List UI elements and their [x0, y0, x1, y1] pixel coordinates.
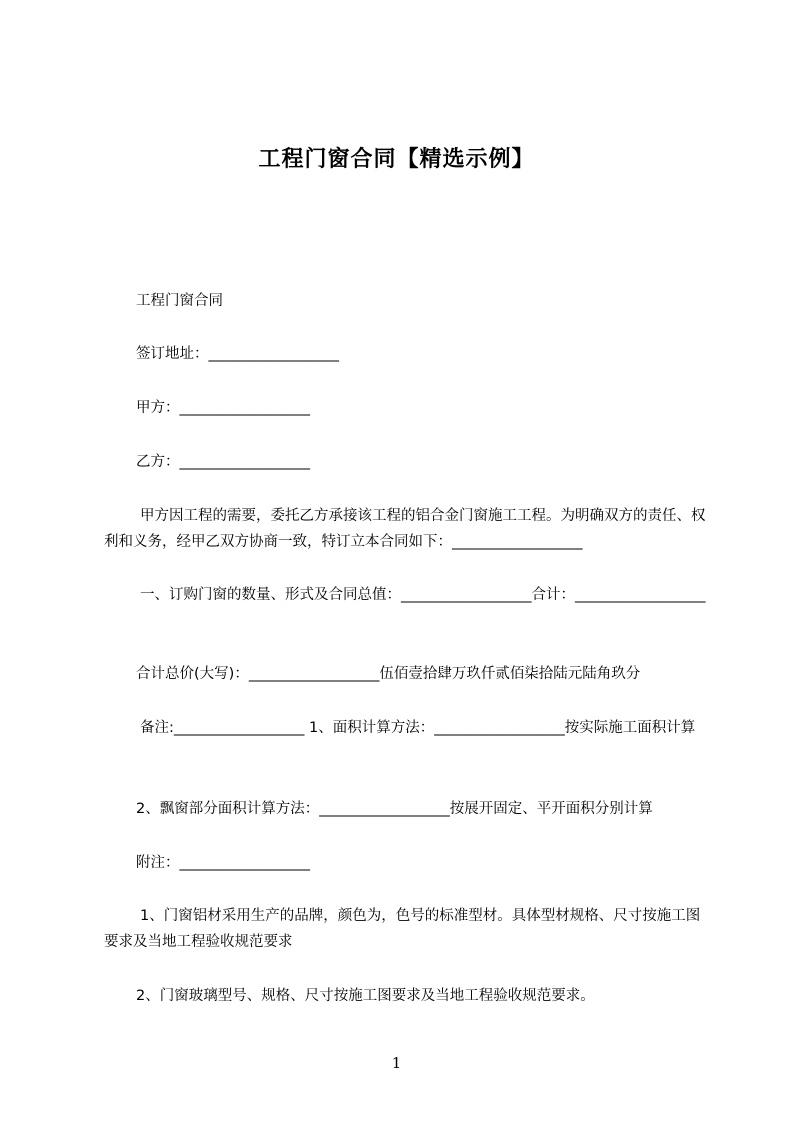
page-number: 1 [391, 1054, 402, 1072]
clause-one-quantity-value: 一、订购门窗的数量、形式及合同总值：__________________合计：__________________ [140, 587, 706, 603]
contract-heading: 工程门窗合同 [136, 293, 223, 309]
remarks-area-calculation: 备注:__________________ 1、面积计算方法：__________________按实际施工面积计算 [140, 720, 696, 736]
document-title: 工程门窗合同【精选示例】 [258, 147, 535, 172]
signing-address-line: 签订地址：__________________ [136, 346, 339, 362]
appendix-item-glass: 2、门窗玻璃型号、规格、尺寸按施工图要求及当地工程验收规范要求。 [136, 988, 595, 1004]
intro-paragraph: 甲方因工程的需要，委托乙方承接该工程的铝合金门窗施工工程。为明确双方的责任、权利和义务，经甲乙双方协商一致，特订立本合同如下：__________________ [104, 508, 706, 550]
total-price-uppercase: 合计总价(大写)：__________________伍佰壹拾肆万玖仟贰佰柒拾陆元陆角玖分 [136, 666, 641, 682]
party-b-line: 乙方：__________________ [136, 454, 310, 470]
appendix-item-aluminum: 1、门窗铝材采用生产的品牌，颜色为，色号的标准型材。具体型材规格、尺寸按施工图要求及当地工程验收规范要求 [104, 908, 701, 950]
bay-window-area-calculation: 2、飘窗部分面积计算方法：__________________按展开固定、平开面积分别计算 [136, 801, 653, 817]
party-a-line: 甲方：__________________ [136, 400, 310, 416]
appendix-line: 附注：__________________ [136, 855, 310, 871]
